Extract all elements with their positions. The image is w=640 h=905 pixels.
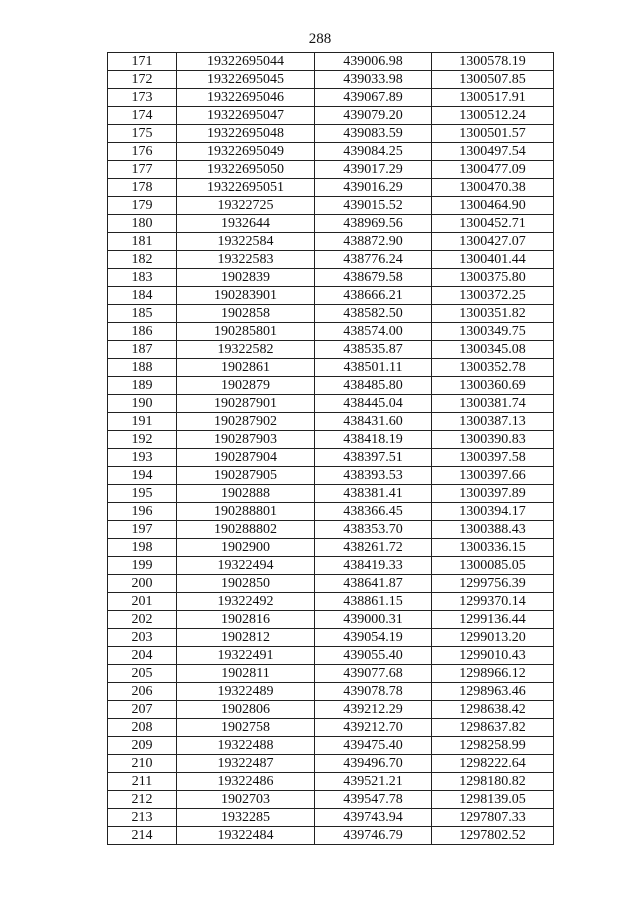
y-coordinate-cell: 1298258.99 [432,737,554,755]
point-id-cell: 19322695050 [177,161,315,179]
point-number-cell: 194 [108,467,177,485]
table-row [108,557,554,575]
point-id-cell: 19322695046 [177,89,315,107]
x-coordinate-cell: 439017.29 [315,161,432,179]
table-row [108,215,554,233]
table-row [108,611,554,629]
table-row [108,125,554,143]
x-coordinate-cell: 439475.40 [315,737,432,755]
table-row [108,467,554,485]
x-coordinate-cell: 438397.51 [315,449,432,467]
table-row [108,53,554,71]
y-coordinate-cell: 1300401.44 [432,251,554,269]
y-coordinate-cell: 1300360.69 [432,377,554,395]
x-coordinate-cell: 439054.19 [315,629,432,647]
table-row [108,197,554,215]
point-number-cell: 193 [108,449,177,467]
table-row [108,395,554,413]
point-number-cell: 173 [108,89,177,107]
table-row [108,701,554,719]
point-number-cell: 187 [108,341,177,359]
point-number-cell: 186 [108,323,177,341]
point-id-cell: 190285801 [177,323,315,341]
point-id-cell: 190288802 [177,521,315,539]
table-row [108,143,554,161]
y-coordinate-cell: 1298222.64 [432,755,554,773]
point-number-cell: 182 [108,251,177,269]
y-coordinate-cell: 1300349.75 [432,323,554,341]
x-coordinate-cell: 438485.80 [315,377,432,395]
y-coordinate-cell: 1299013.20 [432,629,554,647]
point-id-cell: 1902900 [177,539,315,557]
x-coordinate-cell: 438445.04 [315,395,432,413]
table-row [108,539,554,557]
point-number-cell: 175 [108,125,177,143]
x-coordinate-cell: 439015.52 [315,197,432,215]
x-coordinate-cell: 439212.29 [315,701,432,719]
x-coordinate-cell: 439746.79 [315,827,432,845]
point-id-cell: 1902879 [177,377,315,395]
x-coordinate-cell: 438776.24 [315,251,432,269]
x-coordinate-cell: 439743.94 [315,809,432,827]
table-row [108,377,554,395]
x-coordinate-cell: 438418.19 [315,431,432,449]
y-coordinate-cell: 1300351.82 [432,305,554,323]
point-number-cell: 202 [108,611,177,629]
x-coordinate-cell: 438641.87 [315,575,432,593]
x-coordinate-cell: 438679.58 [315,269,432,287]
x-coordinate-cell: 439016.29 [315,179,432,197]
point-id-cell: 190287904 [177,449,315,467]
table-row [108,89,554,107]
x-coordinate-cell: 438501.11 [315,359,432,377]
point-id-cell: 19322489 [177,683,315,701]
point-number-cell: 213 [108,809,177,827]
table-row [108,413,554,431]
point-id-cell: 190283901 [177,287,315,305]
point-id-cell: 19322695044 [177,53,315,71]
x-coordinate-cell: 439212.70 [315,719,432,737]
y-coordinate-cell: 1300464.90 [432,197,554,215]
x-coordinate-cell: 438366.45 [315,503,432,521]
point-id-cell: 19322583 [177,251,315,269]
point-number-cell: 205 [108,665,177,683]
x-coordinate-cell: 439006.98 [315,53,432,71]
table-body [108,53,554,845]
y-coordinate-cell: 1300507.85 [432,71,554,89]
table-row [108,521,554,539]
point-number-cell: 210 [108,755,177,773]
point-id-cell: 19322491 [177,647,315,665]
table-row [108,161,554,179]
point-number-cell: 171 [108,53,177,71]
coordinates-table [107,52,554,845]
table-row [108,449,554,467]
table-row [108,665,554,683]
point-number-cell: 176 [108,143,177,161]
y-coordinate-cell: 1300397.89 [432,485,554,503]
y-coordinate-cell: 1300085.05 [432,557,554,575]
point-number-cell: 183 [108,269,177,287]
point-number-cell: 199 [108,557,177,575]
point-number-cell: 177 [108,161,177,179]
point-id-cell: 19322582 [177,341,315,359]
x-coordinate-cell: 439077.68 [315,665,432,683]
point-id-cell: 190287905 [177,467,315,485]
y-coordinate-cell: 1300372.25 [432,287,554,305]
y-coordinate-cell: 1300497.54 [432,143,554,161]
table-row [108,287,554,305]
point-number-cell: 208 [108,719,177,737]
y-coordinate-cell: 1300394.17 [432,503,554,521]
point-id-cell: 1902806 [177,701,315,719]
table-row [108,755,554,773]
x-coordinate-cell: 438574.00 [315,323,432,341]
y-coordinate-cell: 1300512.24 [432,107,554,125]
x-coordinate-cell: 438535.87 [315,341,432,359]
x-coordinate-cell: 438861.15 [315,593,432,611]
table-row [108,107,554,125]
point-id-cell: 19322695051 [177,179,315,197]
y-coordinate-cell: 1299756.39 [432,575,554,593]
y-coordinate-cell: 1299136.44 [432,611,554,629]
x-coordinate-cell: 439547.78 [315,791,432,809]
x-coordinate-cell: 439055.40 [315,647,432,665]
y-coordinate-cell: 1300578.19 [432,53,554,71]
x-coordinate-cell: 439000.31 [315,611,432,629]
point-id-cell: 1902816 [177,611,315,629]
point-id-cell: 1932644 [177,215,315,233]
x-coordinate-cell: 439084.25 [315,143,432,161]
table-row [108,269,554,287]
point-id-cell: 1902812 [177,629,315,647]
point-id-cell: 19322695049 [177,143,315,161]
point-number-cell: 203 [108,629,177,647]
point-number-cell: 185 [108,305,177,323]
y-coordinate-cell: 1299370.14 [432,593,554,611]
point-id-cell: 19322486 [177,773,315,791]
point-id-cell: 19322487 [177,755,315,773]
point-number-cell: 181 [108,233,177,251]
table-row [108,233,554,251]
point-id-cell: 190287902 [177,413,315,431]
table-row [108,809,554,827]
point-number-cell: 178 [108,179,177,197]
point-id-cell: 1902861 [177,359,315,377]
x-coordinate-cell: 438353.70 [315,521,432,539]
x-coordinate-cell: 438381.41 [315,485,432,503]
table-row [108,791,554,809]
y-coordinate-cell: 1300387.13 [432,413,554,431]
point-number-cell: 214 [108,827,177,845]
x-coordinate-cell: 439083.59 [315,125,432,143]
x-coordinate-cell: 438419.33 [315,557,432,575]
x-coordinate-cell: 439078.78 [315,683,432,701]
table-row [108,629,554,647]
point-id-cell: 19322484 [177,827,315,845]
point-number-cell: 211 [108,773,177,791]
point-number-cell: 206 [108,683,177,701]
point-number-cell: 190 [108,395,177,413]
point-id-cell: 1902858 [177,305,315,323]
point-number-cell: 179 [108,197,177,215]
point-number-cell: 212 [108,791,177,809]
table-row [108,323,554,341]
table-row [108,827,554,845]
table-row [108,179,554,197]
point-number-cell: 200 [108,575,177,593]
x-coordinate-cell: 439079.20 [315,107,432,125]
point-id-cell: 19322488 [177,737,315,755]
point-number-cell: 204 [108,647,177,665]
point-id-cell: 1902703 [177,791,315,809]
y-coordinate-cell: 1300517.91 [432,89,554,107]
y-coordinate-cell: 1298966.12 [432,665,554,683]
y-coordinate-cell: 1297807.33 [432,809,554,827]
point-number-cell: 209 [108,737,177,755]
y-coordinate-cell: 1300388.43 [432,521,554,539]
y-coordinate-cell: 1300345.08 [432,341,554,359]
table-row [108,593,554,611]
point-id-cell: 1902758 [177,719,315,737]
point-id-cell: 19322725 [177,197,315,215]
point-id-cell: 19322494 [177,557,315,575]
point-id-cell: 1902888 [177,485,315,503]
x-coordinate-cell: 438666.21 [315,287,432,305]
point-id-cell: 19322695048 [177,125,315,143]
y-coordinate-cell: 1298638.42 [432,701,554,719]
point-number-cell: 201 [108,593,177,611]
table-row [108,251,554,269]
point-id-cell: 1902811 [177,665,315,683]
point-number-cell: 207 [108,701,177,719]
y-coordinate-cell: 1298963.46 [432,683,554,701]
point-id-cell: 1932285 [177,809,315,827]
table-row [108,359,554,377]
point-number-cell: 192 [108,431,177,449]
point-number-cell: 195 [108,485,177,503]
table-row [108,503,554,521]
point-number-cell: 191 [108,413,177,431]
y-coordinate-cell: 1300336.15 [432,539,554,557]
y-coordinate-cell: 1300352.78 [432,359,554,377]
point-id-cell: 190287901 [177,395,315,413]
point-number-cell: 196 [108,503,177,521]
table-row [108,341,554,359]
table-row [108,71,554,89]
x-coordinate-cell: 438393.53 [315,467,432,485]
point-number-cell: 188 [108,359,177,377]
x-coordinate-cell: 438872.90 [315,233,432,251]
point-id-cell: 19322492 [177,593,315,611]
y-coordinate-cell: 1300501.57 [432,125,554,143]
x-coordinate-cell: 439496.70 [315,755,432,773]
table-row [108,647,554,665]
point-number-cell: 189 [108,377,177,395]
point-number-cell: 172 [108,71,177,89]
x-coordinate-cell: 438582.50 [315,305,432,323]
table-row [108,485,554,503]
x-coordinate-cell: 438431.60 [315,413,432,431]
y-coordinate-cell: 1300470.38 [432,179,554,197]
table-row [108,737,554,755]
table-row [108,575,554,593]
point-id-cell: 190287903 [177,431,315,449]
table-row [108,431,554,449]
y-coordinate-cell: 1299010.43 [432,647,554,665]
point-number-cell: 174 [108,107,177,125]
point-id-cell: 19322695047 [177,107,315,125]
x-coordinate-cell: 438261.72 [315,539,432,557]
y-coordinate-cell: 1300397.66 [432,467,554,485]
y-coordinate-cell: 1300397.58 [432,449,554,467]
point-id-cell: 190288801 [177,503,315,521]
table-row [108,773,554,791]
point-id-cell: 19322695045 [177,71,315,89]
y-coordinate-cell: 1300381.74 [432,395,554,413]
y-coordinate-cell: 1298180.82 [432,773,554,791]
y-coordinate-cell: 1300427.07 [432,233,554,251]
point-number-cell: 180 [108,215,177,233]
point-number-cell: 198 [108,539,177,557]
page-number: 288 [308,31,332,47]
y-coordinate-cell: 1298139.05 [432,791,554,809]
table-row [108,683,554,701]
point-number-cell: 197 [108,521,177,539]
x-coordinate-cell: 439067.89 [315,89,432,107]
x-coordinate-cell: 439521.21 [315,773,432,791]
table-row [108,719,554,737]
x-coordinate-cell: 438969.56 [315,215,432,233]
y-coordinate-cell: 1300390.83 [432,431,554,449]
table-row [108,305,554,323]
y-coordinate-cell: 1300477.09 [432,161,554,179]
point-id-cell: 1902839 [177,269,315,287]
point-id-cell: 1902850 [177,575,315,593]
y-coordinate-cell: 1298637.82 [432,719,554,737]
y-coordinate-cell: 1300375.80 [432,269,554,287]
point-number-cell: 184 [108,287,177,305]
y-coordinate-cell: 1300452.71 [432,215,554,233]
y-coordinate-cell: 1297802.52 [432,827,554,845]
x-coordinate-cell: 439033.98 [315,71,432,89]
point-id-cell: 19322584 [177,233,315,251]
